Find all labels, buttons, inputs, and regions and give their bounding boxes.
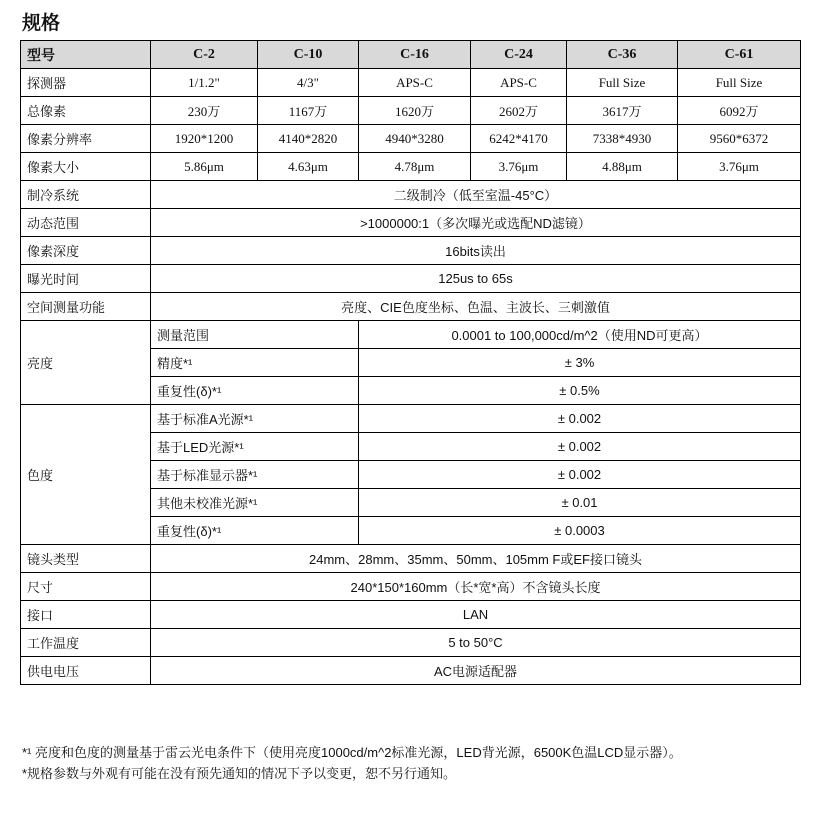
row-value: Full Size bbox=[678, 69, 801, 97]
row-label: 空间测量功能 bbox=[21, 293, 151, 321]
footnotes bbox=[22, 742, 682, 784]
sub-label: 基于标准A光源*¹ bbox=[151, 405, 359, 433]
group-label: 亮度 bbox=[21, 321, 151, 405]
row-value: 7338*4930 bbox=[567, 125, 678, 153]
table-row bbox=[21, 69, 801, 97]
row-value: ± 0.002 bbox=[359, 461, 801, 489]
table-row bbox=[21, 237, 801, 265]
table-row bbox=[21, 209, 801, 237]
table-row bbox=[21, 601, 801, 629]
row-value: ± 0.5% bbox=[359, 377, 801, 405]
row-value: 240*150*160mm（长*宽*高）不含镜头长度 bbox=[151, 573, 801, 601]
header-model-name: C-2 bbox=[151, 41, 258, 69]
row-label: 供电电压 bbox=[21, 657, 151, 685]
table-header-row bbox=[21, 41, 801, 69]
row-value: 4.63μm bbox=[258, 153, 359, 181]
row-value: LAN bbox=[151, 601, 801, 629]
row-value: 9560*6372 bbox=[678, 125, 801, 153]
row-value: 1620万 bbox=[359, 97, 471, 125]
row-value: 230万 bbox=[151, 97, 258, 125]
row-value: ± 0.01 bbox=[359, 489, 801, 517]
row-value: 3617万 bbox=[567, 97, 678, 125]
row-value: ± 3% bbox=[359, 349, 801, 377]
row-value: ± 0.0003 bbox=[359, 517, 801, 545]
table-row bbox=[21, 125, 801, 153]
row-value: APS-C bbox=[471, 69, 567, 97]
row-value: 1920*1200 bbox=[151, 125, 258, 153]
table-row bbox=[21, 293, 801, 321]
row-value: 4140*2820 bbox=[258, 125, 359, 153]
footnote: *规格参数与外观有可能在没有预先通知的情况下予以变更，恕不另行通知。 bbox=[22, 766, 457, 781]
row-value: 3.76μm bbox=[678, 153, 801, 181]
row-value: 24mm、28mm、35mm、50mm、105mm F或EF接口镜头 bbox=[151, 545, 801, 573]
row-value: 5 to 50°C bbox=[151, 629, 801, 657]
row-label: 尺寸 bbox=[21, 573, 151, 601]
row-value: 16bits读出 bbox=[151, 237, 801, 265]
row-value: 4.78μm bbox=[359, 153, 471, 181]
row-value: ± 0.002 bbox=[359, 433, 801, 461]
row-value: APS-C bbox=[359, 69, 471, 97]
row-value: 4/3" bbox=[258, 69, 359, 97]
row-value: 6242*4170 bbox=[471, 125, 567, 153]
sub-label: 测量范围 bbox=[151, 321, 359, 349]
header-model-name: C-61 bbox=[678, 41, 801, 69]
row-value: >1000000:1（多次曝光或选配ND滤镜） bbox=[151, 209, 801, 237]
sub-label: 重复性(δ)*¹ bbox=[151, 377, 359, 405]
header-model-name: C-10 bbox=[258, 41, 359, 69]
row-value: ± 0.002 bbox=[359, 405, 801, 433]
row-value: 1/1.2" bbox=[151, 69, 258, 97]
row-value: 2602万 bbox=[471, 97, 567, 125]
row-value: 4.88μm bbox=[567, 153, 678, 181]
group-label: 色度 bbox=[21, 405, 151, 545]
page-title: 规格 bbox=[22, 12, 61, 34]
row-value: 125us to 65s bbox=[151, 265, 801, 293]
table-row bbox=[21, 181, 801, 209]
row-label: 总像素 bbox=[21, 97, 151, 125]
header-model-name: C-24 bbox=[471, 41, 567, 69]
row-value: AC电源适配器 bbox=[151, 657, 801, 685]
table-row bbox=[21, 657, 801, 685]
row-value: 1167万 bbox=[258, 97, 359, 125]
row-label: 曝光时间 bbox=[21, 265, 151, 293]
header-model-name: C-16 bbox=[359, 41, 471, 69]
row-label: 接口 bbox=[21, 601, 151, 629]
row-label: 探测器 bbox=[21, 69, 151, 97]
table-row bbox=[21, 153, 801, 181]
table-row bbox=[21, 321, 801, 349]
table-row bbox=[21, 405, 801, 433]
table-row bbox=[21, 97, 801, 125]
sub-label: 基于LED光源*¹ bbox=[151, 433, 359, 461]
row-label: 制冷系统 bbox=[21, 181, 151, 209]
row-value: 3.76μm bbox=[471, 153, 567, 181]
row-value: Full Size bbox=[567, 69, 678, 97]
row-label: 像素深度 bbox=[21, 237, 151, 265]
row-value: 5.86μm bbox=[151, 153, 258, 181]
sub-label: 其他未校准光源*¹ bbox=[151, 489, 359, 517]
header-model-name: C-36 bbox=[567, 41, 678, 69]
sub-label: 重复性(δ)*¹ bbox=[151, 517, 359, 545]
table-row bbox=[21, 545, 801, 573]
table-row bbox=[21, 265, 801, 293]
sub-label: 基于标准显示器*¹ bbox=[151, 461, 359, 489]
header-model-label: 型号 bbox=[21, 41, 151, 69]
table-row bbox=[21, 573, 801, 601]
row-value: 6092万 bbox=[678, 97, 801, 125]
row-value: 0.0001 to 100,000cd/m^2（使用ND可更高） bbox=[359, 321, 801, 349]
footnote: *¹ 亮度和色度的测量基于雷云光电条件下（使用亮度1000cd/m^2标准光源，LED背光源，6500K色温LCD显示器）。 bbox=[22, 745, 682, 760]
table-row bbox=[21, 629, 801, 657]
sub-label: 精度*¹ bbox=[151, 349, 359, 377]
row-label: 镜头类型 bbox=[21, 545, 151, 573]
row-value: 4940*3280 bbox=[359, 125, 471, 153]
row-label: 工作温度 bbox=[21, 629, 151, 657]
row-value: 亮度、CIE色度坐标、色温、主波长、三刺激值 bbox=[151, 293, 801, 321]
row-value: 二级制冷（低至室温-45°C） bbox=[151, 181, 801, 209]
row-label: 像素分辨率 bbox=[21, 125, 151, 153]
row-label: 像素大小 bbox=[21, 153, 151, 181]
row-label: 动态范围 bbox=[21, 209, 151, 237]
spec-table bbox=[20, 40, 801, 685]
